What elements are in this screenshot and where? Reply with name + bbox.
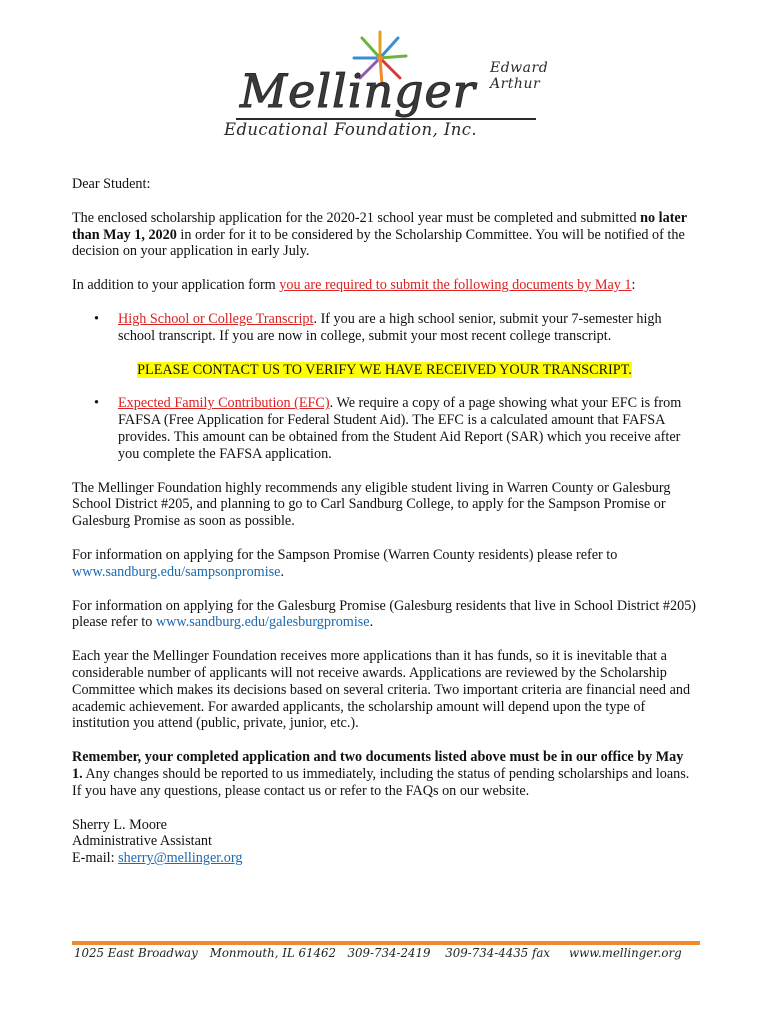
transcript-link[interactable]: High School or College Transcript [118, 310, 314, 327]
paragraph-promise: The Mellinger Foundation highly recommends any eligible student living in Warren County or Galesburg School District #205, and planning to go to Carl Sandburg College, to apply for the Sampson Promise or Galesburg Promise as soon as possible. [72, 479, 671, 530]
footer-phone: 309-734-2419 [347, 946, 431, 960]
footer-fax: 309-734-4435 fax [445, 946, 551, 960]
footer-rule [72, 941, 700, 945]
letter-body [72, 176, 697, 867]
footer-address: 1025 East Broadway [74, 946, 198, 960]
letterhead-tagline: Educational Foundation, Inc. [224, 120, 478, 139]
paragraph-galesburg: For information on applying for the Galesburg Promise (Galesburg residents that live in School District #205) please refer to www.sandburg.edu/galesburgpromise. [72, 597, 697, 631]
bullet-efc: • Expected Family Contribution (EFC). We require a copy of a page showing what your EFC is from FAFSA (Free Application for Federal Student Aid). The EFC is a calculated amount that FAFSA provides. This amount can be obtained from the Student Aid Report (SAR) which you receive after you complete the FAFSA application. [94, 395, 682, 462]
salutation: Dear Student: [72, 176, 151, 192]
galesburg-promise-link[interactable]: www.sandburg.edu/galesburgpromise [155, 614, 370, 631]
paragraph-funding: Each year the Mellinger Foundation receives more applications than it has funds, so it is inevitable that a considerable number of applicants will not receive awards. Applications are reviewed by the Scholarship Committee which makes its decisions based on several criteria. Two important criteria are financial need and academic achievement. For awarded applicants, the scholarship amount will depend upon the type of institution you attend (public, private, junior, etc.). [72, 648, 691, 732]
paragraph-deadline: The enclosed scholarship application for the 2020-21 school year must be completed and submitted no later than May 1, 2020 in order for it to be considered by the Scholarship Committee. You will be notified of the decision on your application in early July. [72, 209, 687, 260]
sampson-promise-link[interactable]: www.sandburg.edu/sampsonpromise [72, 563, 281, 580]
efc-link[interactable]: Expected Family Contribution (EFC) [118, 395, 330, 412]
highlighted-notice: PLEASE CONTACT US TO VERIFY WE HAVE RECEIVED YOUR TRANSCRIPT. [137, 361, 632, 378]
bullet-transcript: • High School or College Transcript. If you are a high school senior, submit your 7-semester high school transcript. If you are now in college, submit your most recent college transcript. [94, 310, 662, 344]
signature-title: Administrative Assistant [72, 833, 212, 850]
footer-city: Monmouth, IL 61462 [209, 946, 337, 960]
signature-email: E-mail: sherry@mellinger.org [72, 850, 243, 867]
letterhead [222, 24, 552, 144]
letterhead-big-name: Mellinger [240, 64, 476, 118]
transcript-notice [72, 362, 697, 379]
email-link[interactable]: sherry@mellinger.org [118, 850, 243, 867]
paragraph-sampson: For information on applying for the Sampson Promise (Warren County residents) please refer to www.sandburg.edu/sampsonpromise. [72, 546, 618, 580]
deadline-bold: no later than May 1, 2020 [72, 209, 687, 243]
footer-website[interactable]: www.mellinger.org [569, 946, 682, 960]
required-documents-link[interactable]: you are required to submit the following documents by May 1 [279, 277, 632, 294]
paragraph-reminder: Remember, your completed application and two documents listed above must be in our office by May 1. Any changes should be reported to us immediately, including the status of pending scholarships and loans. If you have any questions, please contact us or refer to the FAQs on our website. [72, 749, 690, 799]
reminder-bold: Remember, your completed application and two documents listed above must be in our office by May 1. [72, 749, 684, 782]
paragraph-documents: In addition to your application form you are required to submit the following documents by May 1: [72, 277, 636, 294]
signature-name: Sherry L. Moore [72, 816, 167, 833]
letterhead-small-name: Edward Arthur [490, 60, 549, 92]
footer [74, 946, 682, 960]
